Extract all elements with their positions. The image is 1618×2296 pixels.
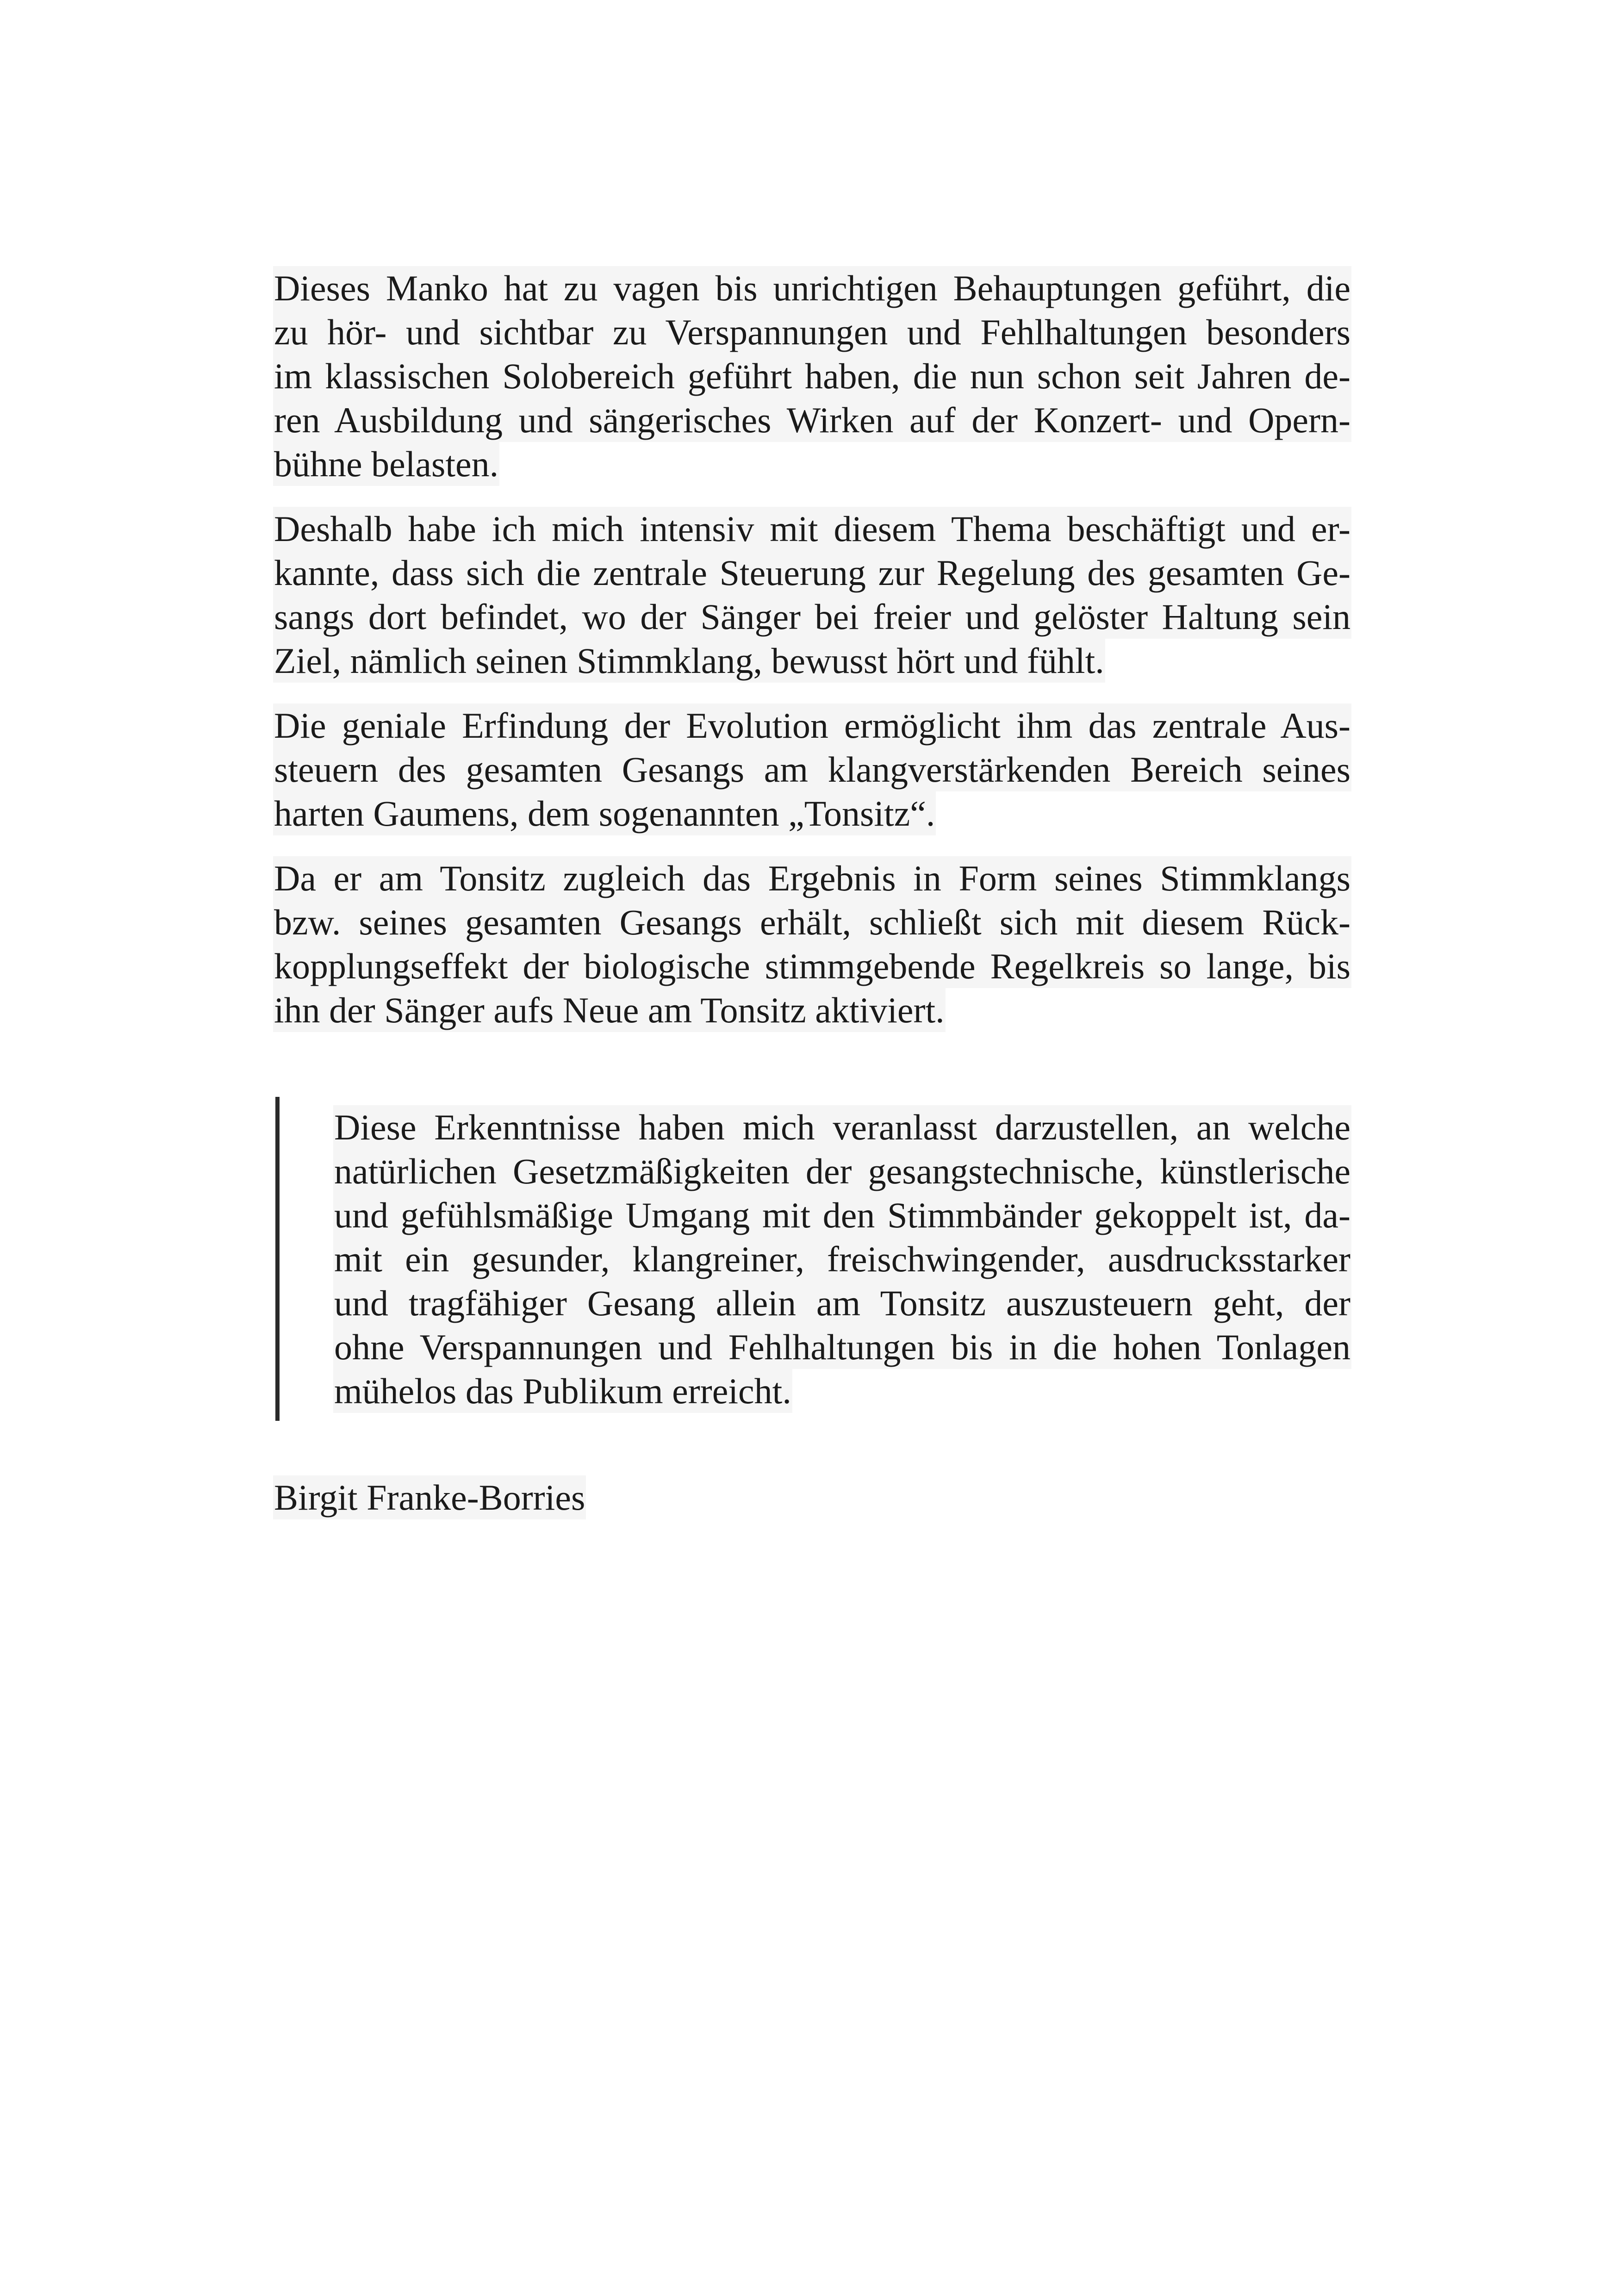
text-line: Da er am Tonsitz zugleich das Ergebnis in Form seines Stimmklangs — [273, 856, 1351, 900]
body-text — [273, 266, 1351, 1053]
quote-line: ohne Verspannungen und Fehlhaltungen bis in die hohen Tonlagen — [333, 1325, 1351, 1369]
quote-line: mit ein gesunder, klangreiner, freischwingender, ausdrucksstarker — [333, 1237, 1351, 1281]
author-signature: Birgit Franke-Borries — [273, 1475, 586, 1519]
text-line: sangs dort befindet, wo der Sänger bei freier und gelöster Haltung sein — [273, 595, 1351, 639]
paragraph-2 — [273, 507, 1351, 683]
quote-bar — [275, 1097, 280, 1421]
paragraph-1 — [273, 266, 1351, 486]
text-line: Die geniale Erfindung der Evolution ermöglicht ihm das zentrale Aus- — [273, 703, 1351, 747]
text-line: bühne belasten. — [273, 442, 499, 486]
quote-line: natürlichen Gesetzmäßigkeiten der gesangstechnische, künstlerische — [333, 1149, 1351, 1193]
text-line: zu hör- und sichtbar zu Verspannungen und Fehlhaltungen besonders — [273, 310, 1351, 354]
paragraph-3 — [273, 703, 1351, 835]
text-line: kopplungseffekt der biologische stimmgebende Regelkreis so lange, bis — [273, 944, 1351, 988]
text-line: Dieses Manko hat zu vagen bis unrichtigen Behauptungen geführt, die — [273, 266, 1351, 310]
quote-text — [333, 1105, 1351, 1413]
text-line: ihn der Sänger aufs Neue am Tonsitz aktiviert. — [273, 988, 946, 1032]
quote-line: und tragfähiger Gesang allein am Tonsitz auszusteuern geht, der — [333, 1281, 1351, 1325]
quote-line: Diese Erkenntnisse haben mich veranlasst darzustellen, an welche — [333, 1105, 1351, 1149]
text-line: bzw. seines gesamten Gesangs erhält, schließt sich mit diesem Rück- — [273, 900, 1351, 944]
quote-line: mühelos das Publikum erreicht. — [333, 1369, 792, 1413]
text-line: harten Gaumens, dem sogenannten „Tonsitz“. — [273, 791, 936, 835]
text-line: Deshalb habe ich mich intensiv mit diesem Thema beschäftigt und er- — [273, 507, 1351, 551]
text-line: im klassischen Solobereich geführt haben, die nun schon seit Jahren de- — [273, 354, 1351, 398]
text-line: kannte, dass sich die zentrale Steuerung zur Regelung des gesamten Ge- — [273, 551, 1351, 595]
text-line: Ziel, nämlich seinen Stimmklang, bewusst hört und fühlt. — [273, 639, 1105, 683]
block-quote — [275, 1097, 1354, 1421]
paragraph-4 — [273, 856, 1351, 1032]
quote-line: und gefühlsmäßige Umgang mit den Stimmbänder gekoppelt ist, da- — [333, 1193, 1351, 1237]
text-line: steuern des gesamten Gesangs am klangverstärkenden Bereich seines — [273, 747, 1351, 791]
text-line: ren Ausbildung und sängerisches Wirken auf der Konzert- und Opern- — [273, 398, 1351, 442]
